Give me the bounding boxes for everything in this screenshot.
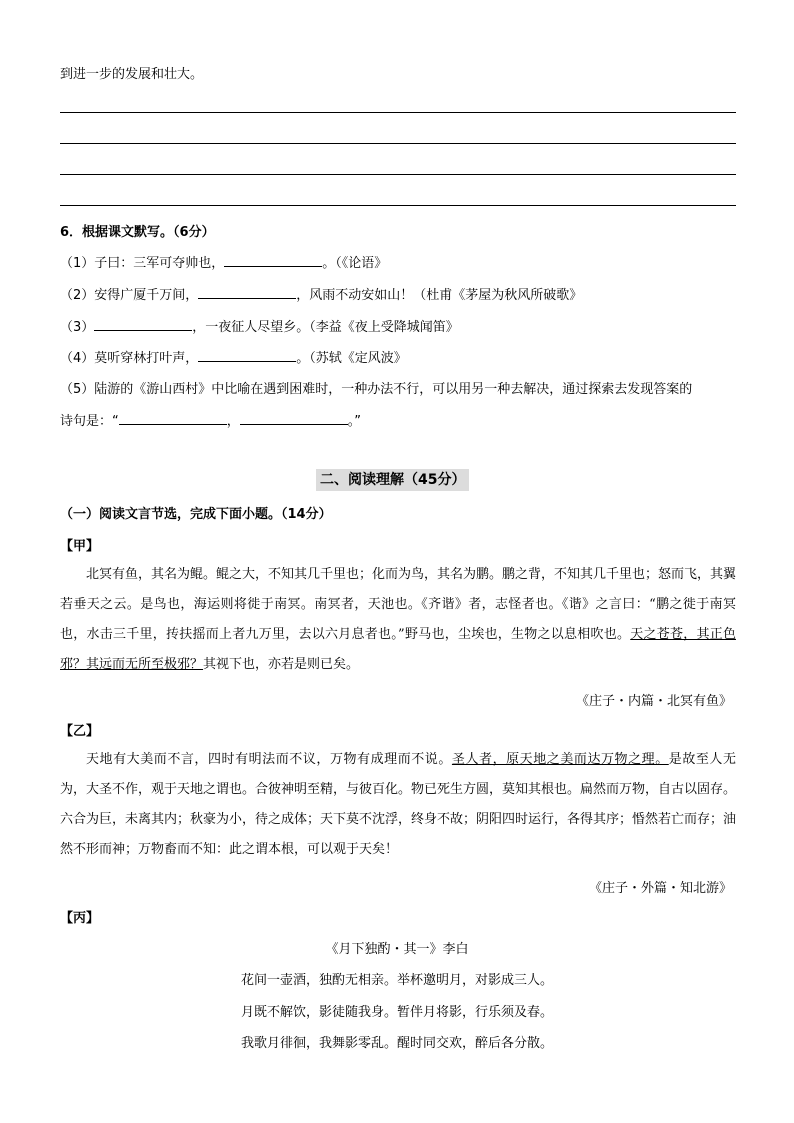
bing-label: 【丙】 <box>60 911 100 926</box>
q6-item-1 <box>60 252 387 271</box>
answer-line-4[interactable] <box>60 205 736 206</box>
answer-line-2[interactable] <box>60 143 736 144</box>
jia-source: 《庄子・内篇・北冥有鱼》 <box>575 694 732 709</box>
q6-item-1-blank[interactable] <box>224 254 322 267</box>
yi-passage <box>60 745 736 869</box>
q6-item-4-blank[interactable] <box>198 349 296 362</box>
bing-poem-title: 《月下独酌・其一》李白 <box>325 942 469 957</box>
q6-item-2-blank[interactable] <box>198 286 296 299</box>
q6-item-1-pre: （1）子曰：三军可夺帅也， <box>60 256 225 271</box>
q6-item-2-pre: （2）安得广厦千万间， <box>60 288 199 303</box>
q6-item-3-blank[interactable] <box>94 318 192 331</box>
yi-text-after: 是故至人无为，大圣不作，观于天地之谓也。合彼神明至精，与彼百化。物已死生方圆，莫知其根也。扁然而万物，自古以固存。六合为巨，未离其内；秋豪为小，待之成体；天下莫不沈浮，终身不故；阴阳四时运行，各得其序；惛然若亡而存；油然不形而神；万物畜而不知：此之谓本根，可以观于天矣！ <box>60 752 736 857</box>
q6-item-5-post: 。” <box>347 414 362 429</box>
q6-item-5-line1: （5）陆游的《游山西村》中比喻在遇到困难时，一种办法不行，可以用另一种去解决，通过探索去发现答案的 <box>60 382 693 397</box>
bing-poem-line-3: 我歌月徘徊，我舞影零乱。醒时同交欢，醉后各分散。 <box>240 1036 553 1051</box>
q6-title: 6．根据课文默写。（6分） <box>60 225 215 240</box>
q6-item-3-pre: （3） <box>60 320 95 335</box>
intro-line: 到进一步的发展和壮大。 <box>60 67 204 82</box>
q6-item-5-blank-2[interactable] <box>240 412 348 425</box>
q6-item-5-pre: 诗句是：“ <box>60 414 119 429</box>
section-2-sub1: （一）阅读文言节选，完成下面小题。（14分） <box>60 507 332 522</box>
yi-text-before: 天地有大美而不言，四时有明法而不议，万物有成理而不说。 <box>86 752 452 767</box>
q6-item-5-line2 <box>60 410 361 429</box>
q6-item-4-post: 。（苏轼《定风波》 <box>296 351 407 366</box>
q6-item-4-pre: （4）莫听穿林打叶声， <box>60 351 199 366</box>
q6-item-2 <box>60 284 582 303</box>
jia-text-after: 其视下也，亦若是则已矣。 <box>203 657 360 672</box>
jia-passage <box>60 560 736 684</box>
q6-item-5-mid: ， <box>226 414 240 429</box>
q6-item-3 <box>60 316 459 335</box>
q6-item-3-post: ，一夜征人尽望乡。（李益《夜上受降城闻笛》 <box>192 320 459 335</box>
section-2-title: 二、阅读理解（45分） <box>316 469 469 491</box>
bing-poem-line-1: 花间一壶酒，独酌无相亲。举杯邀明月，对影成三人。 <box>240 973 553 988</box>
jia-text-before: 北冥有鱼，其名为鲲。鲲之大，不知其几千里也；化而为鸟，其名为鹏。鹏之背，不知其几千里也；怒而飞，其翼若垂天之云。是鸟也，海运则将徙于南冥。南冥者，天池也。《齐谐》者，志怪者也。《谐》之言曰：“鹏之徙于南冥也，水击三千里，抟扶摇而上者九万里，去以六月息者也。”野马也，尘埃也，生物之以息相吹也。 <box>60 567 736 642</box>
q6-item-2-post: ，风雨不动安如山！（杜甫《茅屋为秋风所破歌》 <box>296 288 583 303</box>
bing-poem-line-2: 月既不解饮，影徒随我身。暂伴月将影，行乐须及春。 <box>240 1005 553 1020</box>
yi-source: 《庄子・外篇・知北游》 <box>588 881 732 896</box>
q6-item-4 <box>60 347 407 366</box>
answer-line-3[interactable] <box>60 174 736 175</box>
answer-line-1[interactable] <box>60 112 736 113</box>
jia-underlined: 天之苍苍，其正色邪？其远而无所至极邪？ <box>60 627 736 672</box>
q6-item-5-blank-1[interactable] <box>119 412 227 425</box>
q6-item-1-post: 。（《论语》 <box>322 256 388 271</box>
jia-label: 【甲】 <box>60 539 100 554</box>
yi-underlined: 圣人者，原天地之美而达万物之理。 <box>451 752 669 767</box>
yi-label: 【乙】 <box>60 724 100 739</box>
